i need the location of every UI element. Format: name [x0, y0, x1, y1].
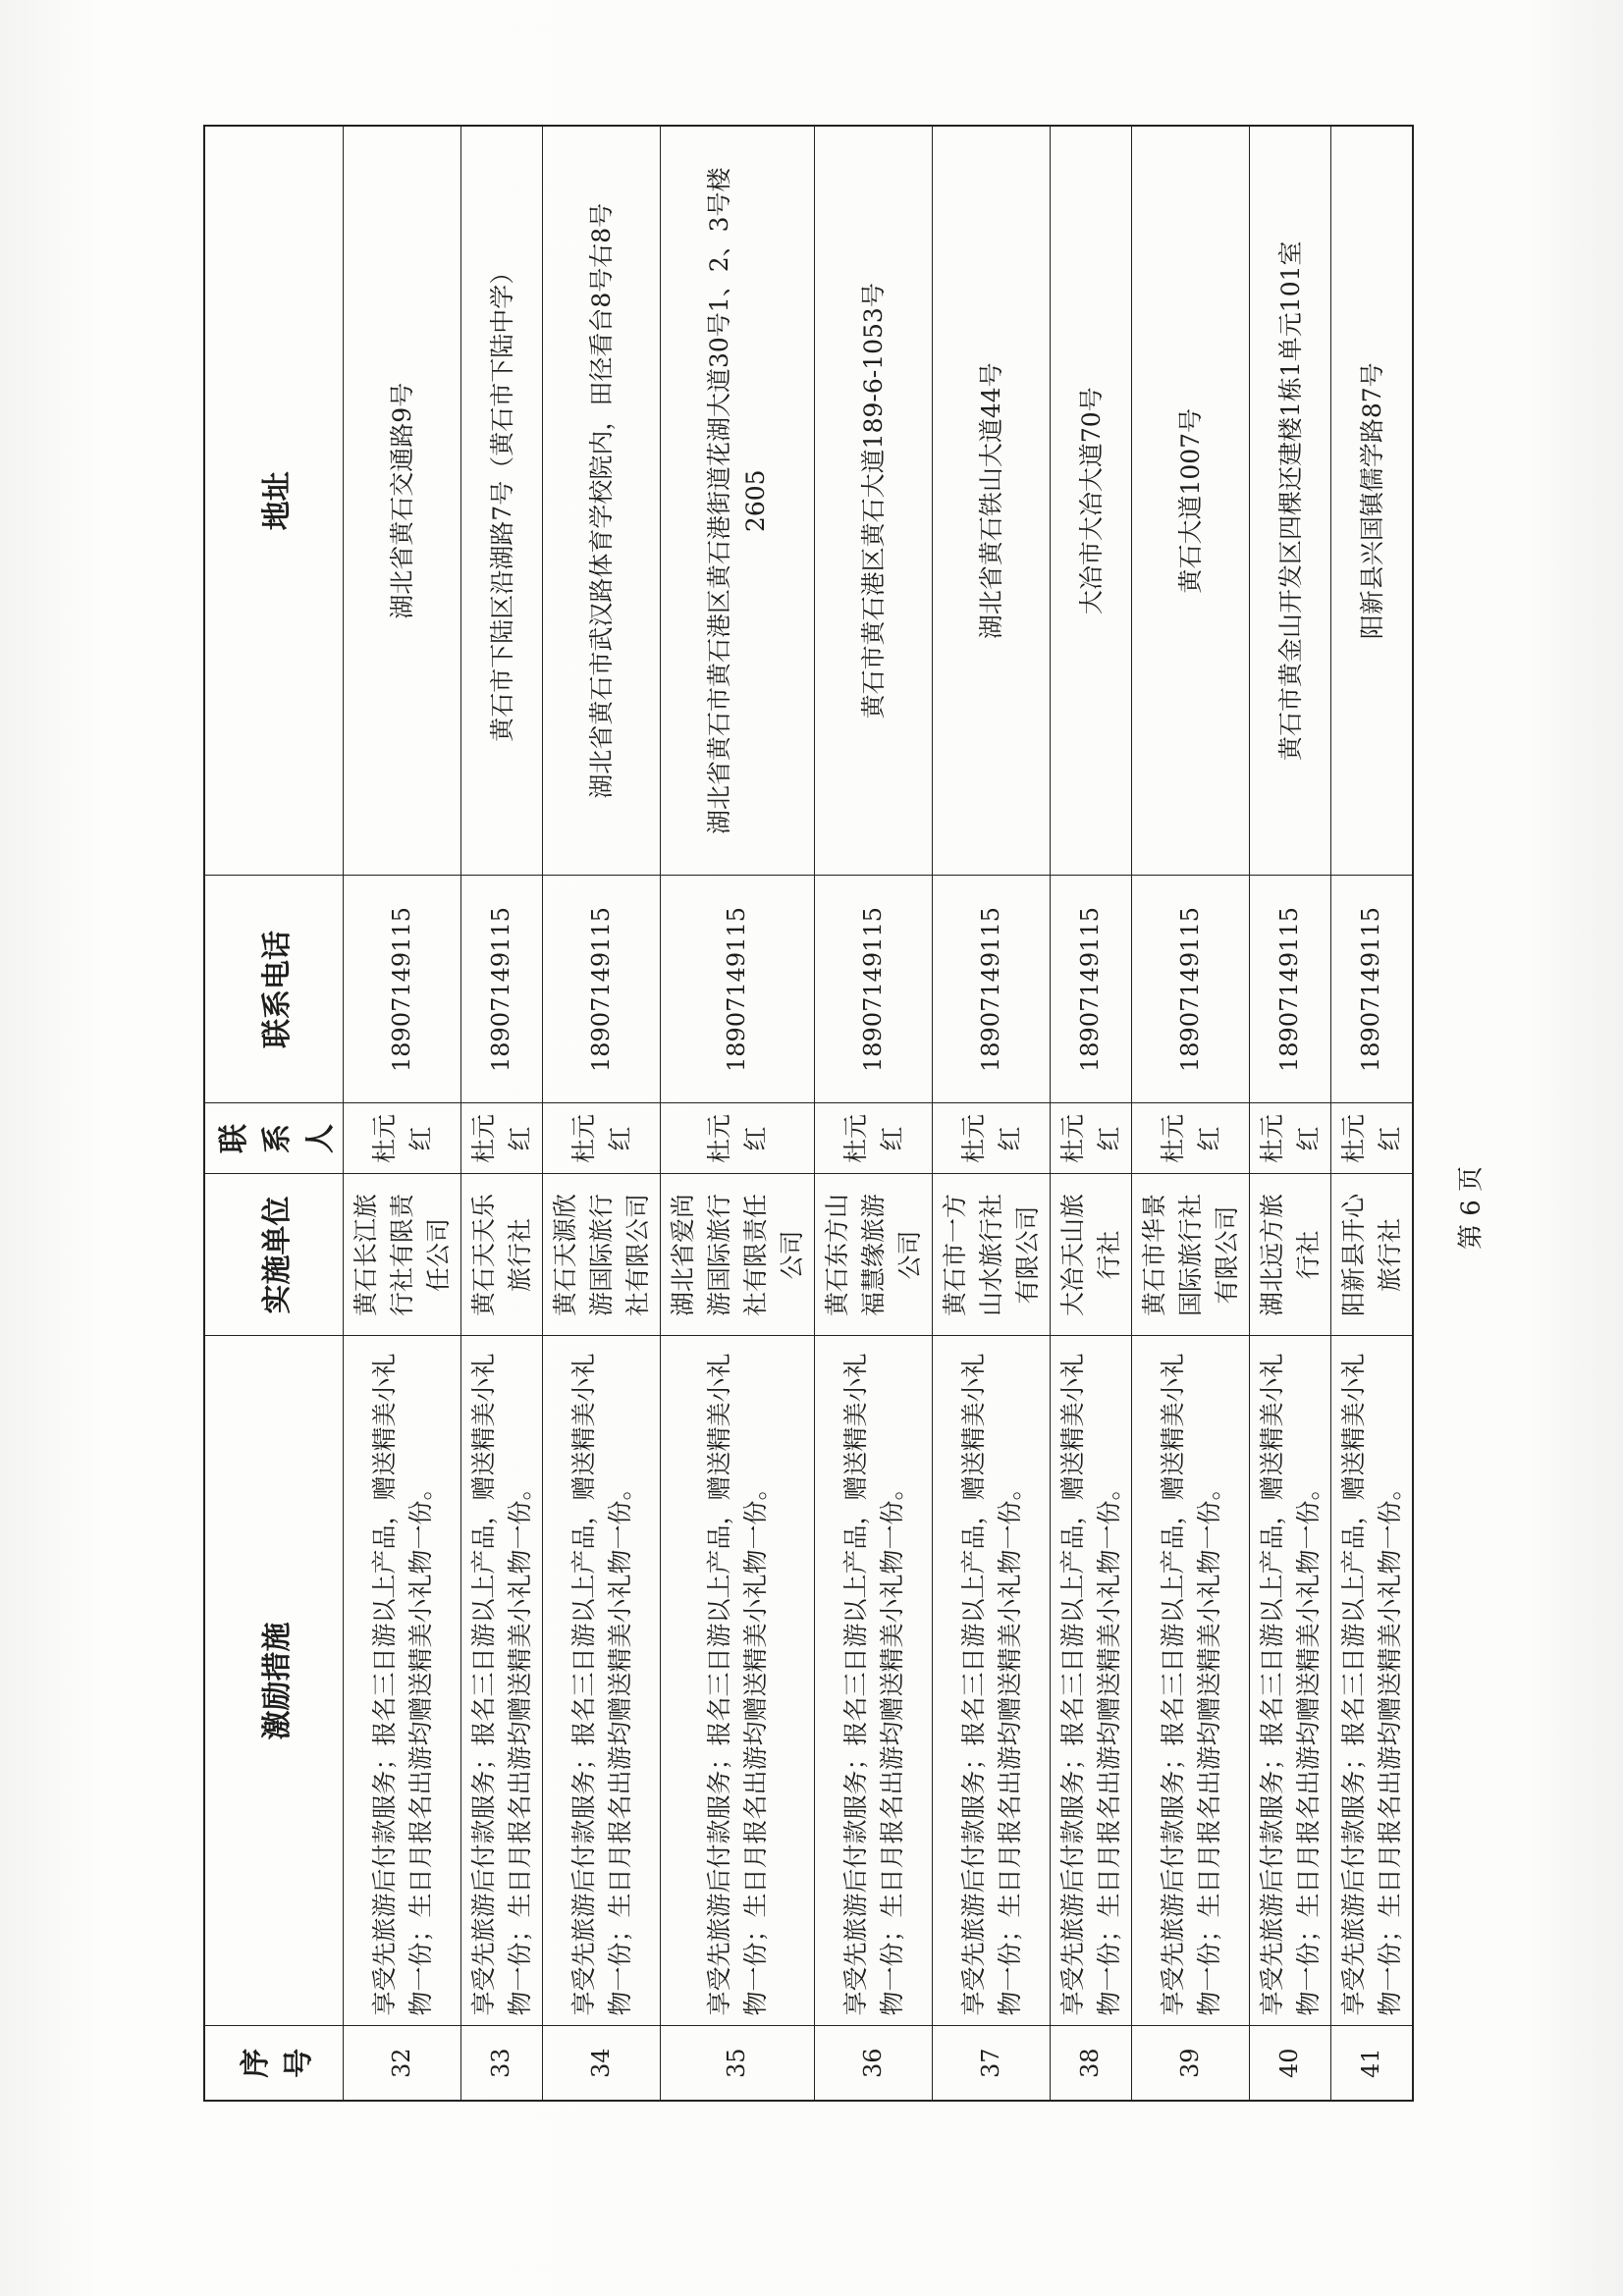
row-seq: 41: [1331, 2026, 1414, 2101]
row-address: 大冶市大冶大道70号: [1051, 126, 1132, 876]
table-row: [933, 126, 1051, 2101]
row-seq: 38: [1051, 2026, 1132, 2101]
row-seq: 32: [344, 2026, 461, 2101]
incentive-table: [203, 125, 1414, 2102]
row-address: 黄石市黄金山开发区四棵还建楼1栋1单元101室: [1250, 126, 1331, 876]
table-row: [661, 126, 815, 2101]
table-row: [1331, 126, 1414, 2101]
row-unit: 黄石天源欣游国际旅行社有限公司: [543, 1174, 661, 1336]
row-unit: 阳新县开心旅行社: [1331, 1174, 1414, 1336]
row-phone: 18907149115: [1132, 876, 1250, 1103]
row-phone: 18907149115: [815, 876, 933, 1103]
table-row: [1132, 126, 1250, 2101]
table-row: [543, 126, 661, 2101]
row-seq: 35: [661, 2026, 815, 2101]
row-seq: 40: [1250, 2026, 1331, 2101]
table-row: [815, 126, 933, 2101]
row-contact: 杜元红: [661, 1103, 815, 1174]
row-seq: 37: [933, 2026, 1051, 2101]
header-contact: 联系人: [204, 1103, 344, 1174]
rotated-table-container: [203, 127, 1404, 2102]
row-seq: 39: [1132, 2026, 1250, 2101]
table-row: [344, 126, 461, 2101]
table-row: [461, 126, 543, 2101]
row-phone: 18907149115: [661, 876, 815, 1103]
row-measure: 享受先旅游后付款服务；报名三日游以上产品，赠送精美小礼物一份；生日月报名出游均赠送精美小礼物一份。: [1051, 1336, 1132, 2026]
row-unit: 湖北省爱尚游国际旅行社有限责任公司: [661, 1174, 815, 1336]
table-row: [1051, 126, 1132, 2101]
row-contact: 杜元红: [1132, 1103, 1250, 1174]
row-address: 湖北省黄石市黄石港区黄石港街道花湖大道30号1、2、3号楼2605: [661, 126, 815, 876]
row-address: 阳新县兴国镇儒学路87号: [1331, 126, 1414, 876]
row-contact: 杜元红: [1331, 1103, 1414, 1174]
row-unit: 黄石市华景国际旅行社有限公司: [1132, 1174, 1250, 1336]
row-phone: 18907149115: [344, 876, 461, 1103]
header-measure: 激励措施: [204, 1336, 344, 2026]
row-phone: 18907149115: [1250, 876, 1331, 1103]
header-phone: 联系电话: [204, 876, 344, 1103]
row-contact: 杜元红: [933, 1103, 1051, 1174]
row-measure: 享受先旅游后付款服务；报名三日游以上产品，赠送精美小礼物一份；生日月报名出游均赠送精美小礼物一份。: [344, 1336, 461, 2026]
header-address: 地址: [204, 126, 344, 876]
row-seq: 36: [815, 2026, 933, 2101]
row-measure: 享受先旅游后付款服务；报名三日游以上产品，赠送精美小礼物一份；生日月报名出游均赠送精美小礼物一份。: [815, 1336, 933, 2026]
row-unit: 黄石天天乐旅行社: [461, 1174, 543, 1336]
row-unit: 湖北远方旅行社: [1250, 1174, 1331, 1336]
row-unit: 黄石市一方山水旅行社有限公司: [933, 1174, 1051, 1336]
row-seq: 34: [543, 2026, 661, 2101]
header-seq: 序号: [204, 2026, 344, 2101]
row-contact: 杜元红: [461, 1103, 543, 1174]
row-address: 湖北省黄石市武汉路体育学校院内，田径看台8号右8号: [543, 126, 661, 876]
row-measure: 享受先旅游后付款服务；报名三日游以上产品，赠送精美小礼物一份；生日月报名出游均赠送精美小礼物一份。: [1331, 1336, 1414, 2026]
row-measure: 享受先旅游后付款服务；报名三日游以上产品，赠送精美小礼物一份；生日月报名出游均赠送精美小礼物一份。: [1250, 1336, 1331, 2026]
table-row: [1250, 126, 1331, 2101]
row-phone: 18907149115: [933, 876, 1051, 1103]
row-unit: 黄石东方山福慧缘旅游公司: [815, 1174, 933, 1336]
row-unit: 黄石长江旅行社有限责任公司: [344, 1174, 461, 1336]
row-address: 黄石大道1007号: [1132, 126, 1250, 876]
row-address: 黄石市下陆区沿湖路7号（黄石市下陆中学）: [461, 126, 543, 876]
row-measure: 享受先旅游后付款服务；报名三日游以上产品，赠送精美小礼物一份；生日月报名出游均赠送精美小礼物一份。: [543, 1336, 661, 2026]
row-phone: 18907149115: [1051, 876, 1132, 1103]
row-contact: 杜元红: [1051, 1103, 1132, 1174]
row-contact: 杜元红: [1250, 1103, 1331, 1174]
row-measure: 享受先旅游后付款服务；报名三日游以上产品，赠送精美小礼物一份；生日月报名出游均赠送精美小礼物一份。: [661, 1336, 815, 2026]
row-phone: 18907149115: [1331, 876, 1414, 1103]
row-unit: 大冶天山旅行社: [1051, 1174, 1132, 1336]
row-phone: 18907149115: [543, 876, 661, 1103]
page-number: 第 6 页: [1456, 1165, 1487, 1251]
row-measure: 享受先旅游后付款服务；报名三日游以上产品，赠送精美小礼物一份；生日月报名出游均赠送精美小礼物一份。: [933, 1336, 1051, 2026]
row-measure: 享受先旅游后付款服务；报名三日游以上产品，赠送精美小礼物一份；生日月报名出游均赠送精美小礼物一份。: [1132, 1336, 1250, 2026]
row-seq: 33: [461, 2026, 543, 2101]
row-address: 湖北省黄石交通路9号: [344, 126, 461, 876]
row-address: 湖北省黄石铁山大道44号: [933, 126, 1051, 876]
row-phone: 18907149115: [461, 876, 543, 1103]
row-contact: 杜元红: [815, 1103, 933, 1174]
row-contact: 杜元红: [543, 1103, 661, 1174]
header-unit: 实施单位: [204, 1174, 344, 1336]
row-measure: 享受先旅游后付款服务；报名三日游以上产品，赠送精美小礼物一份；生日月报名出游均赠送精美小礼物一份。: [461, 1336, 543, 2026]
table-header-row: [204, 126, 344, 2101]
row-address: 黄石市黄石港区黄石大道189-6-1053号: [815, 126, 933, 876]
row-contact: 杜元红: [344, 1103, 461, 1174]
